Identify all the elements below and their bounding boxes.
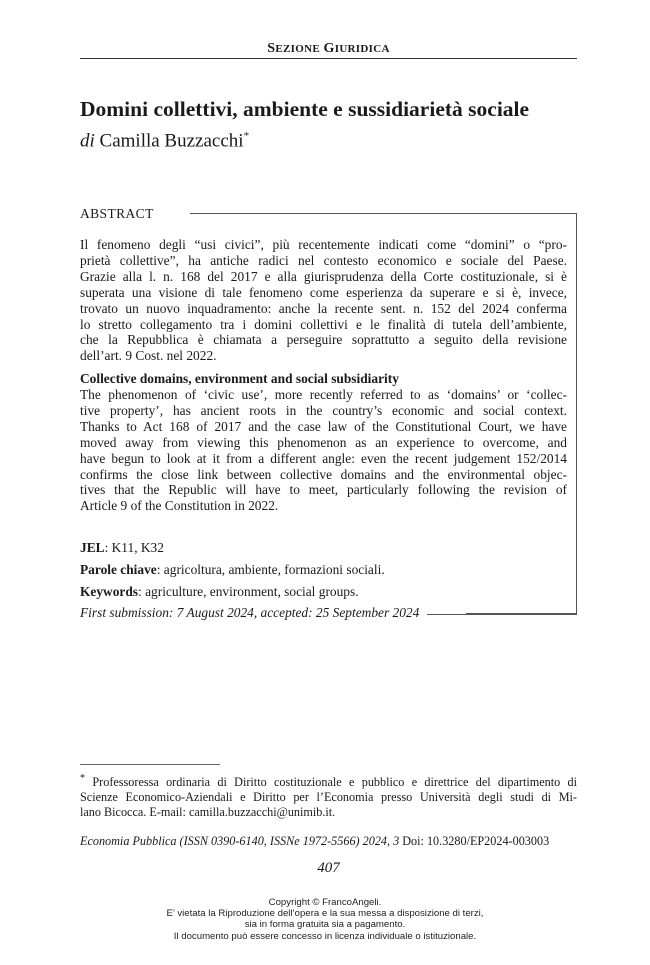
english-abstract-title: Collective domains, environment and social subsidiarity xyxy=(80,371,399,386)
footnote-line-text: Professoressa ordinaria di Diritto costituzionale e pubblico e direttrice del dipartimento di xyxy=(92,775,578,790)
keywords xyxy=(80,584,359,600)
italian-abstract-line: trovato un nuovo inquadramento: anche la recente sent. n. 152 del 2024 conferma xyxy=(80,300,567,316)
jel-value: : K11, K32 xyxy=(104,540,164,555)
header-rule xyxy=(80,58,577,59)
parole-chiave-value: : agricoltura, ambiente, formazioni sociali. xyxy=(156,562,385,577)
journal-name-issn: Economia Pubblica (ISSN 0390-6140, ISSNe 1972-5566) 2024, 3 xyxy=(80,834,400,848)
english-abstract-line: tives that the Republic will have to meet, particularly following the revision of xyxy=(80,482,567,498)
english-abstract-line: Thanks to Act 168 of 2017 and the case law of the Constitutional Court, we have xyxy=(80,418,567,434)
italian-abstract-line: superata una visione di tale fenomeno come esperienza da superare e si è, invece, xyxy=(80,284,567,300)
italian-abstract-line: prietà collettive”, ha antiche radici nel contesto economico e sociale del Paese. xyxy=(80,252,567,268)
submission-rule xyxy=(466,613,576,614)
english-abstract-line: The phenomenon of ‘civic use’, more recently referred to as ‘domains’ or ‘collec- xyxy=(80,387,567,402)
jel-label: JEL xyxy=(80,540,105,555)
parole-chiave xyxy=(80,562,385,578)
abstract-label: ABSTRACT xyxy=(80,206,158,222)
footnote-separator xyxy=(80,764,220,765)
copyright-line: E’ vietata la Riproduzione dell’opera e la sua messa a disposizione di terzi, xyxy=(166,908,484,920)
italian-abstract-line: Grazie alla l. n. 168 del 2017 e alla giurisprudenza della Corte costituzionale, si è xyxy=(80,268,567,284)
keywords-label: Keywords xyxy=(80,584,139,599)
copyright-notice xyxy=(0,897,650,942)
journal-doi[interactable]: Doi: 10.3280/EP2024-003003 xyxy=(399,834,550,848)
submission-dates: First submission: 7 August 2024, accepted: 25 September 2024 xyxy=(80,605,427,621)
english-abstract-line: tive property’, has ancient roots in the country’s economic and social context. xyxy=(80,402,567,418)
author-byline xyxy=(80,130,249,152)
keywords-value: : agriculture, environment, social groups. xyxy=(138,584,359,599)
jel-codes xyxy=(80,540,164,556)
copyright-line: Copyright © FrancoAngeli. xyxy=(268,897,382,908)
journal-citation xyxy=(80,834,549,849)
copyright-line: sia in forma gratuita sia a pagamento. xyxy=(244,919,406,931)
footnote-line: lano Bicocca. E-mail: camilla.buzzacchi@unimib.it. xyxy=(80,805,336,820)
italian-abstract-line: dell’art. 9 Cost. nel 2022. xyxy=(80,348,217,364)
italian-abstract xyxy=(80,237,567,364)
author-footnote xyxy=(80,771,577,820)
copyright-line: Il documento può essere concesso in licenza individuale o istituzionale. xyxy=(173,930,477,942)
article-title: Domini collettivi, ambiente e sussidiarietà sociale xyxy=(80,97,530,121)
section-header: SEZIONE GIURIDICA xyxy=(267,41,390,56)
english-abstract-line: have begun to look at it from a different angle: even the recent judgement 152/2014 xyxy=(80,450,567,466)
author-name: Camilla Buzzacchi xyxy=(99,130,244,152)
english-abstract-line: confirms the close link between collective domains and the environmental objec- xyxy=(80,466,567,482)
page-number: 407 xyxy=(317,860,340,876)
english-abstract xyxy=(80,387,567,514)
parole-chiave-label: Parole chiave xyxy=(80,562,157,577)
author-footnote-marker[interactable]: * xyxy=(243,130,250,142)
footnote-marker: * xyxy=(80,773,86,784)
english-abstract-line: Article 9 of the Constitution in 2022. xyxy=(80,498,279,514)
footnote-line xyxy=(80,771,577,790)
footnote-line: Scienze Economico-Aziendali e Diritto per l’Economia presso Università degli studi di Mi- xyxy=(80,790,577,805)
italian-abstract-line: che la Repubblica è chiamata a perseguire soprattutto a seguito della revisione xyxy=(80,332,567,348)
byline-prefix: di xyxy=(80,130,95,152)
italian-abstract-line: Il fenomeno degli “usi civici”, più recentemente indicati come “domini” o “pro- xyxy=(80,237,567,252)
italian-abstract-line: lo stretto collegamento tra i domini collettivi e le finalità di tutela dell’ambiente, xyxy=(80,316,567,332)
english-abstract-line: moved away from viewing this phenomenon as an experience to overcome, and xyxy=(80,434,567,450)
